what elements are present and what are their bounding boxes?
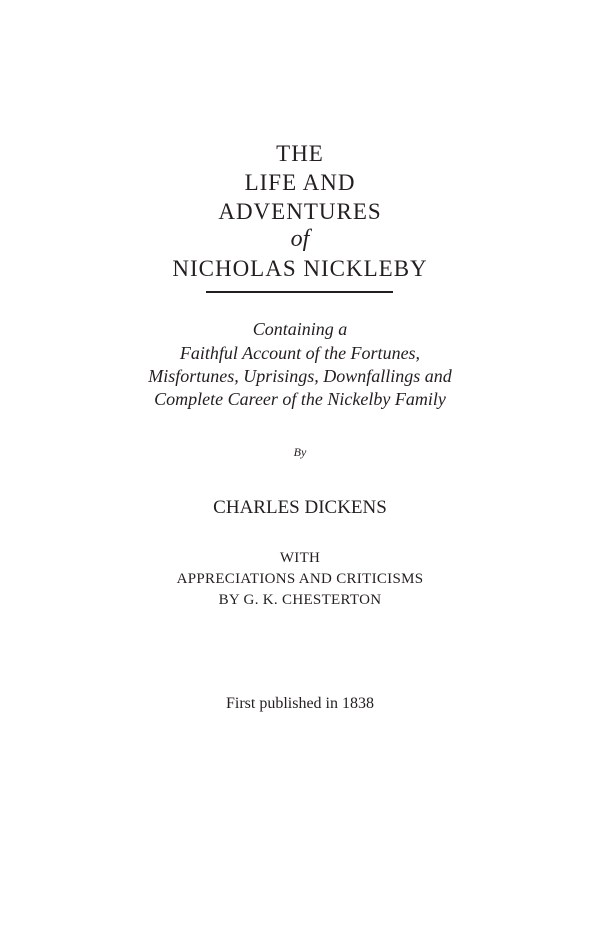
byline-by: By [293, 445, 307, 459]
title-line-life-and: LIFE AND [244, 170, 356, 195]
subtitle-line-2: Faithful Account of the Fortunes, [179, 343, 421, 363]
appreciations-with: WITH [279, 550, 321, 566]
title-line-adventures: ADVENTURES [218, 199, 382, 224]
title-line-nicholas-nickleby: NICHOLAS NICKLEBY [172, 256, 428, 281]
subtitle-line-4: Complete Career of the Nickelby Family [154, 389, 446, 409]
title-line-the: THE [276, 141, 324, 166]
publication-note: First published in 1838 [225, 695, 374, 712]
subtitle-line-1: Containing a [252, 319, 348, 339]
appreciations-by-chesterton: BY G. K. CHESTERTON [218, 592, 382, 608]
author-name: CHARLES DICKENS [213, 497, 387, 518]
appreciations-line: APPRECIATIONS AND CRITICISMS [176, 571, 424, 587]
title-line-of: of [290, 226, 310, 252]
subtitle-line-3: Misfortunes, Uprisings, Downfallings and [148, 366, 452, 386]
title-divider-rule [206, 291, 393, 293]
